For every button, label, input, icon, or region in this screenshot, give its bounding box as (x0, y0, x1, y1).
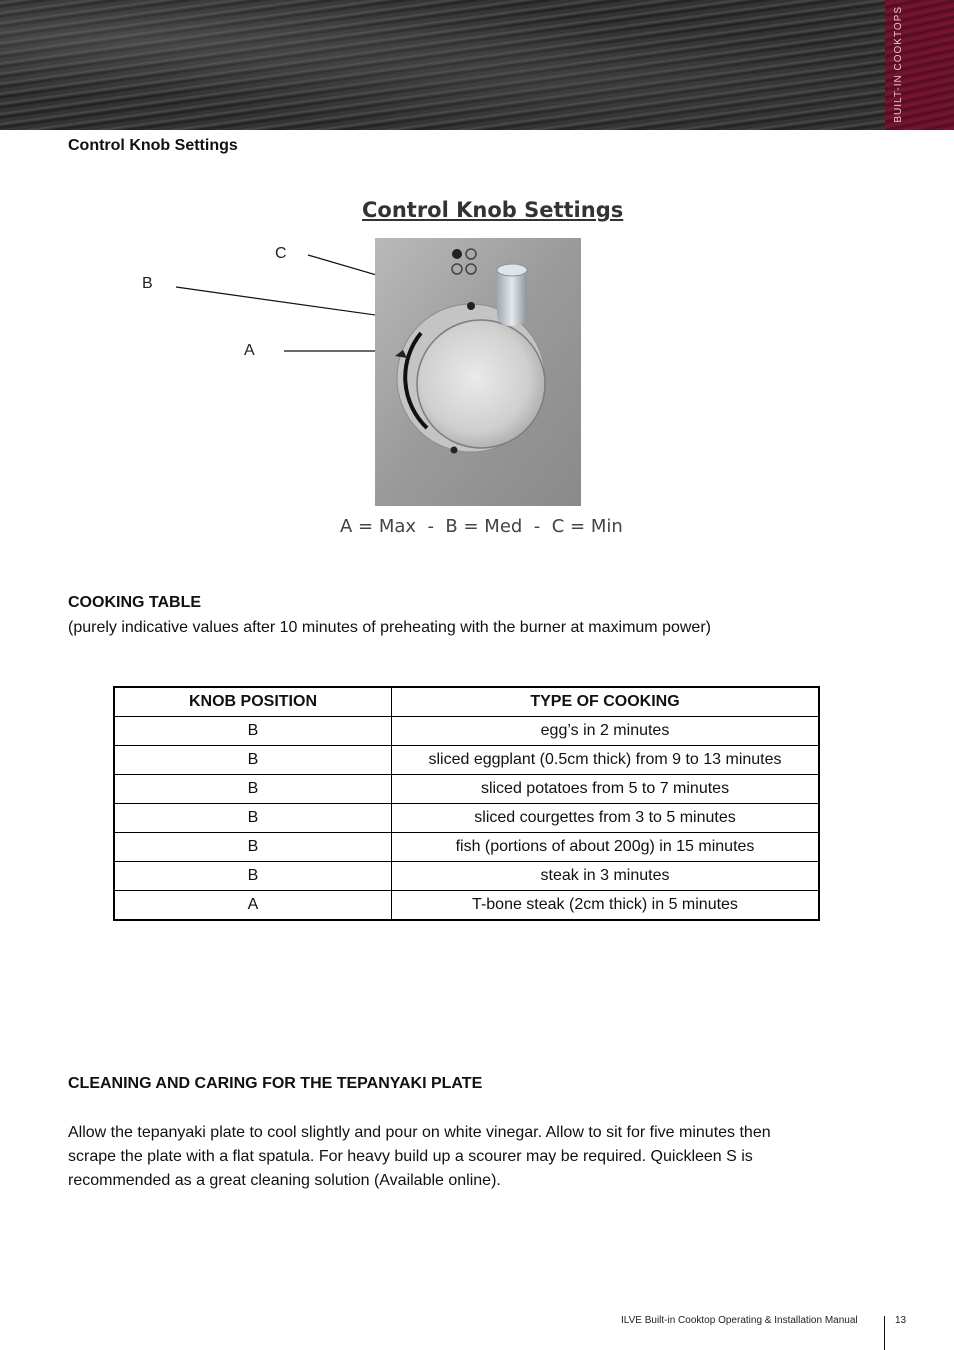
type-of-cooking-cell: sliced eggplant (0.5cm thick) from 9 to 13 minutes (392, 746, 820, 775)
cleaning-body-line-2: scrape the plate with a flat spatula. For heavy build up a scourer may be required. Quickleen S is (68, 1148, 753, 1165)
knob-position-cell: A (114, 891, 392, 921)
footer-manual-title: ILVE Built-in Cooktop Operating & Installation Manual (621, 1315, 858, 1326)
knob-position-cell: B (114, 862, 392, 891)
cooking-table-heading: COOKING TABLE (68, 594, 202, 611)
table-row (114, 804, 819, 833)
table-row (114, 833, 819, 862)
knob-settings-heading: Control Knob Settings (68, 137, 238, 154)
type-of-cooking-cell: steak in 3 minutes (392, 862, 820, 891)
knob-position-cell: B (114, 775, 392, 804)
type-of-cooking-cell: egg’s in 2 minutes (392, 717, 820, 746)
table-row (114, 775, 819, 804)
section-tab-label: BUILT-IN COOKTOPS (892, 5, 904, 123)
knob-position-cell: B (114, 804, 392, 833)
table-row (114, 891, 819, 921)
knob-position-cell: B (114, 717, 392, 746)
column-header-knob-position: KNOB POSITION (114, 687, 392, 717)
type-of-cooking-cell: sliced potatoes from 5 to 7 minutes (392, 775, 820, 804)
section-tab (885, 0, 954, 130)
type-of-cooking-cell: T-bone steak (2cm thick) in 5 minutes (392, 891, 820, 921)
type-of-cooking-cell: fish (portions of about 200g) in 15 minutes (392, 833, 820, 862)
callout-c: C (275, 245, 287, 262)
cleaning-body-line-1: Allow the tepanyaki plate to cool slightly and pour on white vinegar. Allow to sit for five minutes then (68, 1124, 771, 1141)
callout-b: B (142, 275, 153, 292)
type-of-cooking-cell: sliced courgettes from 3 to 5 minutes (392, 804, 820, 833)
cooking-table (113, 686, 820, 921)
knob-legend-caption: A = Max - B = Med - C = Min (340, 516, 623, 537)
knob-position-cell: B (114, 833, 392, 862)
cleaning-heading: CLEANING AND CARING FOR THE TEPANYAKI PLATE (68, 1075, 483, 1092)
table-row (114, 862, 819, 891)
header-texture-band (0, 0, 885, 130)
table-row (114, 746, 819, 775)
cooking-table-note: (purely indicative values after 10 minutes of preheating with the burner at maximum power) (68, 619, 711, 636)
page-number: 13 (895, 1315, 907, 1326)
figure-title: Control Knob Settings (362, 198, 624, 222)
knob-position-cell: B (114, 746, 392, 775)
column-header-type-of-cooking: TYPE OF COOKING (392, 687, 820, 717)
footer-divider (884, 1316, 885, 1350)
table-header-row (114, 687, 819, 717)
callout-a: A (244, 342, 255, 359)
control-knob-photo (375, 238, 581, 506)
table-row (114, 717, 819, 746)
cleaning-body-line-3: recommended as a great cleaning solution (Available online). (68, 1172, 501, 1189)
